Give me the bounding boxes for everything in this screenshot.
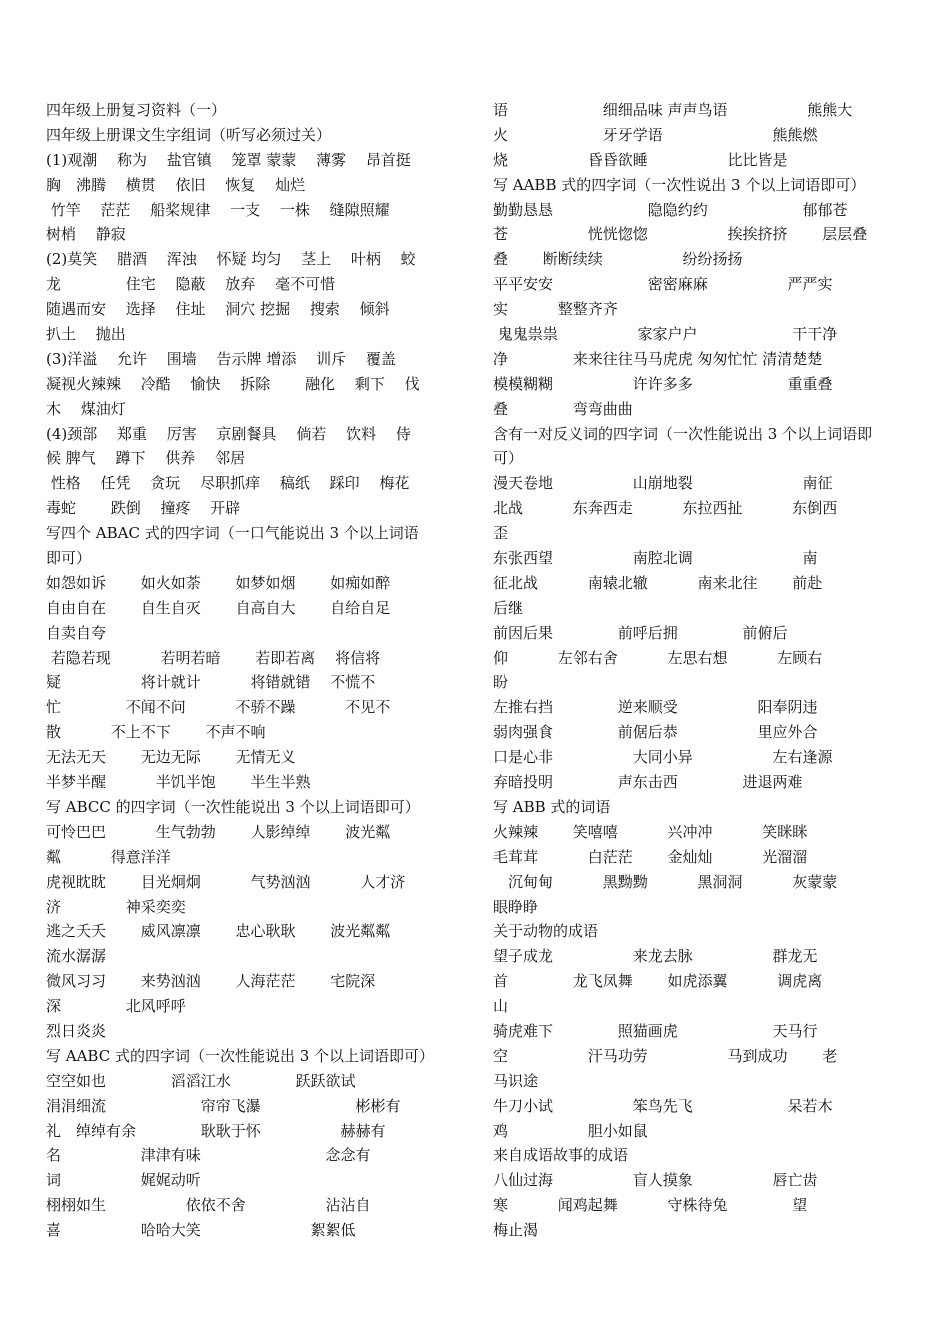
text-line: 候 脾气 蹲下 供养 邻居: [46, 449, 246, 468]
text-line: 可）: [493, 449, 524, 468]
text-line: 左推右挡 逆来顺受 阳奉阴违: [493, 698, 818, 717]
text-line: 苍 恍恍惚惚 挨挨挤挤 层层叠: [493, 225, 868, 244]
text-line: 空空如也 滔滔江水 跃跃欲试: [46, 1071, 356, 1090]
text-line: 散 不上不下 不声不响: [46, 723, 266, 742]
text-line: 流水潺潺: [46, 947, 107, 966]
text-line: 疑 将计就计 将错就错 不慌不: [46, 673, 376, 692]
text-line: 名 津津有味 念念有: [46, 1146, 371, 1165]
text-line: 木 煤油灯: [46, 399, 126, 418]
text-line: 弱肉强食 前倨后恭 里应外合: [493, 723, 818, 742]
text-line: 实 整整齐齐: [493, 300, 618, 319]
text-line: 勤勤恳恳 隐隐约约 郁郁苍: [493, 200, 848, 219]
text-line: 北战 东奔西走 东拉西扯 东倒西: [493, 499, 838, 518]
text-line: 涓涓细流 帘帘飞瀑 彬彬有: [46, 1096, 401, 1115]
text-line: 首 龙飞凤舞 如虎添翼 调虎离: [493, 972, 823, 991]
text-line: 鸡 胆小如鼠: [493, 1121, 648, 1140]
text-line: 四年级上册复习资料（一）: [46, 101, 227, 119]
text-line: 济 神采奕奕: [46, 897, 186, 916]
text-line: 写 AABB 式的四字词（一次性说出 3 个以上词语即可）: [493, 175, 866, 194]
text-line: 梅止渴: [493, 1221, 539, 1240]
text-line: (4)颈部 郑重 厉害 京剧餐具 倘若 饮料 侍: [46, 424, 411, 443]
text-line: 盼: [493, 673, 509, 692]
text-line: 自卖自夸: [46, 623, 107, 642]
text-line: 忙 不闻不问 不骄不躁 不见不: [46, 698, 391, 717]
text-line: 毒蛇 跌倒 撞疼 开辟: [46, 499, 241, 518]
text-line: 半梦半醒 半饥半饱 半生半熟: [46, 773, 311, 792]
text-line: 自由自在 自生自灭 自高自大 自给自足: [46, 598, 391, 617]
text-line: 竹竿 茫茫 船桨规律 一支 一株 缝隙照耀: [46, 200, 390, 219]
text-line: 虎视眈眈 目光炯炯 气势汹汹 人才济: [46, 872, 406, 891]
text-line: 写 AABC 式的四字词（一次性能说出 3 个以上词语即可）: [46, 1046, 435, 1065]
text-line: 含有一对反义词的四字词（一次性能说出 3 个以上词语即: [493, 424, 873, 443]
text-line: 扒土 抛出: [46, 325, 126, 344]
text-line: 写 ABCC 的四字词（一次性能说出 3 个以上词语即可）: [46, 797, 420, 816]
text-line: 逃之夭夭 威风凛凛 忠心耿耿 波光粼粼: [46, 922, 391, 941]
text-line: 眼睁睁: [493, 897, 539, 916]
text-line: 牛刀小试 笨鸟先飞 呆若木: [493, 1096, 833, 1115]
text-line: 可怜巴巴 生气勃勃 人影绰绰 波光粼: [46, 822, 391, 841]
text-line: 礼 绰绰有余 耿耿于怀 赫赫有: [46, 1121, 386, 1140]
text-line: 征北战 南辕北辙 南来北往 前赴: [493, 573, 823, 592]
text-line: 胸 沸腾 横贯 依旧 恢复 灿烂: [46, 175, 306, 194]
text-line: 粼 得意洋洋: [46, 847, 171, 866]
text-line: 叠 弯弯曲曲: [493, 399, 633, 418]
text-line: 沉甸甸 黑黝黝 黑洞洞 灰蒙蒙: [493, 872, 838, 891]
text-line: 深 北风呼呼: [46, 997, 186, 1016]
text-line: 凝视火辣辣 冷酷 愉快 拆除 融化 剩下 伐: [46, 374, 420, 393]
text-line: 来自成语故事的成语: [493, 1146, 629, 1165]
text-line: 寒 闻鸡起舞 守株待兔 望: [493, 1196, 808, 1215]
text-line: 模模糊糊 许许多多 重重叠: [493, 374, 833, 393]
text-line: 八仙过海 盲人摸象 唇亡齿: [493, 1171, 818, 1190]
text-line: 无法无天 无边无际 无情无义: [46, 748, 296, 767]
text-line: 漫天卷地 山崩地裂 南征: [493, 474, 833, 493]
text-line: 即可）: [46, 549, 92, 568]
text-line: (2)莫笑 腊酒 浑浊 怀疑 均匀 茎上 叶柄 蛟: [46, 250, 416, 269]
text-line: 鬼鬼祟祟 家家户户 干干净: [493, 325, 838, 344]
text-line: 烈日炎炎: [46, 1021, 107, 1040]
text-line: 写 ABB 式的词语: [493, 797, 611, 816]
text-line: 口是心非 大同小异 左右逢源: [493, 748, 833, 767]
text-line: 随遇而安 选择 住址 洞穴 挖掘 搜索 倾斜: [46, 300, 390, 319]
text-line: 如怨如诉 如火如荼 如梦如烟 如痴如醉: [46, 573, 391, 592]
text-line: 净 来来往往马马虎虎 匆匆忙忙 清清楚楚: [493, 349, 823, 368]
left-column: [46, 98, 458, 1243]
text-line: (3)洋溢 允许 围墙 告示牌 增添 训斥 覆盖: [46, 349, 396, 368]
text-line: 火辣辣 笑嘻嘻 兴冲冲 笑眯眯: [493, 822, 808, 841]
text-line: 空 汗马功劳 马到成功 老: [493, 1046, 838, 1065]
text-line: 关于动物的成语: [493, 922, 599, 941]
text-line: 叠 断断续续 纷纷扬扬: [493, 250, 743, 269]
text-line: 平平安安 密密麻麻 严严实: [493, 275, 833, 294]
text-line: 龙 住宅 隐蔽 放弃 毫不可惜: [46, 275, 336, 294]
text-line: 喜 哈哈大笑 絮絮低: [46, 1221, 356, 1240]
text-line: 四年级上册课文生字组词（听写必须过关）: [46, 125, 332, 144]
text-line: 弃暗投明 声东击西 进退两难: [493, 773, 803, 792]
text-line: 马识途: [493, 1071, 539, 1090]
text-line: 毛茸茸 白茫茫 金灿灿 光溜溜: [493, 847, 808, 866]
text-line: 火 牙牙学语 熊熊燃: [493, 125, 818, 144]
text-line: 山: [493, 997, 509, 1016]
text-line: 前因后果 前呼后拥 前俯后: [493, 623, 788, 642]
text-line: 仰 左邻右舍 左思右想 左顾右: [493, 648, 823, 667]
text-line: 后继: [493, 598, 524, 617]
right-column: [493, 98, 905, 1243]
text-line: 语 细细品味 声声鸟语 熊熊大: [493, 101, 853, 119]
text-line: 烧 昏昏欲睡 比比皆是: [493, 150, 788, 169]
text-line: 微风习习 来势汹汹 人海茫茫 宅院深: [46, 972, 376, 991]
text-line: 望子成龙 来龙去脉 群龙无: [493, 947, 818, 966]
text-line: 栩栩如生 依依不舍 沾沾自: [46, 1196, 371, 1215]
text-line: 东张西望 南腔北调 南: [493, 549, 818, 568]
text-line: 性格 任凭 贪玩 尽职抓痒 稿纸 踩印 梅花: [46, 474, 410, 493]
text-line: 写四个 ABAC 式的四字词（一口气能说出 3 个以上词语: [46, 524, 419, 543]
text-line: 树梢 静寂: [46, 225, 126, 244]
text-line: 若隐若现 若明若暗 若即若离 将信将: [46, 648, 381, 667]
text-line: 歪: [493, 524, 509, 543]
text-line: 词 娓娓动听: [46, 1171, 201, 1190]
text-line: (1)观潮 称为 盐官镇 笼罩 蒙蒙 薄雾 昂首挺: [46, 150, 411, 169]
text-line: 骑虎难下 照猫画虎 天马行: [493, 1021, 818, 1040]
